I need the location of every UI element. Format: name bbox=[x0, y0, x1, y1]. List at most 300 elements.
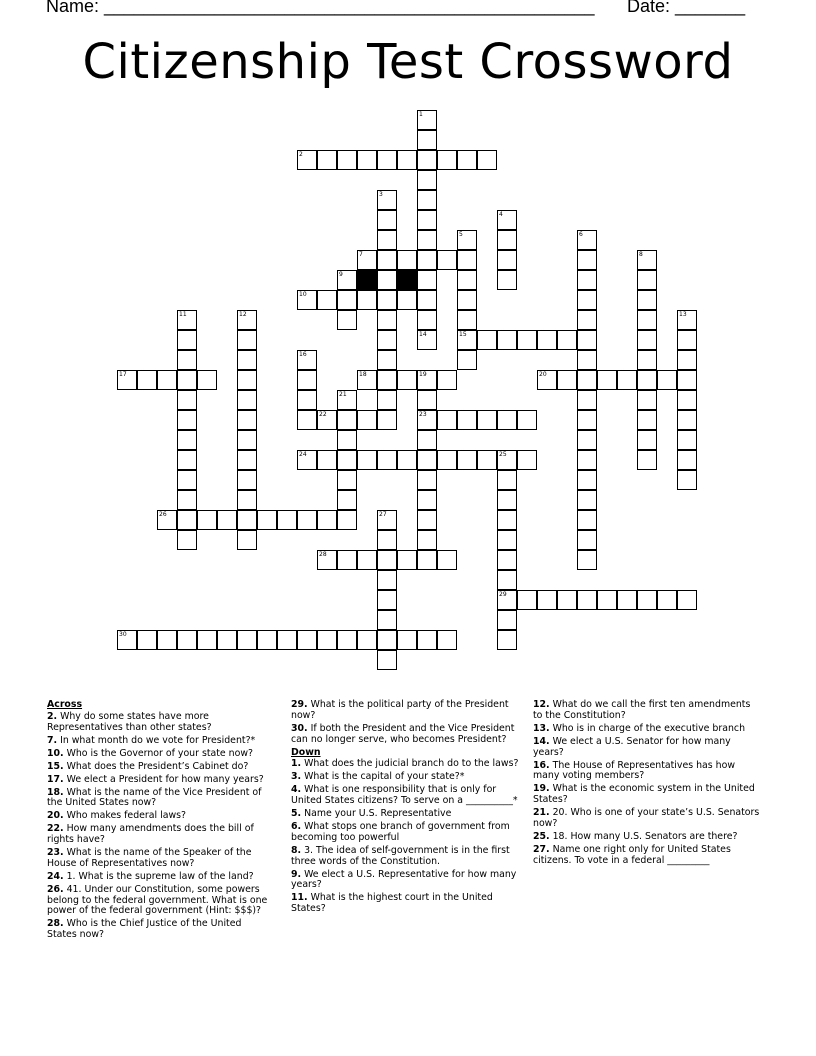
across-clue bbox=[47, 712, 272, 734]
grid-cell[interactable] bbox=[577, 350, 597, 370]
clue-number-label: 27. bbox=[533, 843, 550, 855]
grid-cell[interactable] bbox=[457, 250, 477, 270]
grid-cell[interactable] bbox=[197, 630, 217, 650]
clue-number: 23 bbox=[419, 411, 427, 418]
across-clue bbox=[47, 749, 272, 760]
down-clue bbox=[291, 809, 519, 820]
grid-cell[interactable] bbox=[457, 150, 477, 170]
clue-number: 6 bbox=[579, 231, 583, 238]
grid-cell[interactable] bbox=[497, 530, 517, 550]
grid-cell[interactable] bbox=[337, 490, 357, 510]
grid-cell[interactable] bbox=[497, 630, 517, 650]
grid-cell[interactable] bbox=[477, 150, 497, 170]
grid-cell[interactable] bbox=[237, 330, 257, 350]
grid-cell[interactable] bbox=[417, 390, 437, 410]
grid-cell[interactable] bbox=[337, 550, 357, 570]
grid-cell[interactable] bbox=[357, 450, 377, 470]
grid-cell[interactable] bbox=[317, 450, 337, 470]
clue-text: Who is the Chief Justice of the United States now? bbox=[47, 918, 242, 941]
grid-cell[interactable] bbox=[197, 510, 217, 530]
across-clue bbox=[291, 700, 519, 722]
grid-cell[interactable] bbox=[417, 190, 437, 210]
grid-cell[interactable] bbox=[437, 250, 457, 270]
grid-cell[interactable] bbox=[377, 210, 397, 230]
grid-cell[interactable] bbox=[177, 390, 197, 410]
grid-cell[interactable] bbox=[577, 470, 597, 490]
down-clue bbox=[291, 759, 519, 770]
grid-cell[interactable] bbox=[397, 450, 417, 470]
grid-cell[interactable] bbox=[437, 410, 457, 430]
grid-cell[interactable] bbox=[337, 470, 357, 490]
grid-cell[interactable] bbox=[317, 150, 337, 170]
grid-cell[interactable] bbox=[517, 590, 537, 610]
black-square bbox=[397, 270, 417, 290]
grid-cell[interactable] bbox=[357, 630, 377, 650]
clue-text: What is the name of the Speaker of the House of Representatives now? bbox=[47, 847, 252, 869]
grid-cell[interactable] bbox=[377, 290, 397, 310]
grid-cell[interactable] bbox=[377, 350, 397, 370]
across-clue bbox=[47, 848, 272, 870]
grid-cell[interactable] bbox=[317, 290, 337, 310]
grid-cell[interactable] bbox=[537, 330, 557, 350]
grid-cell[interactable] bbox=[497, 470, 517, 490]
clue-number-label: 30. bbox=[291, 722, 308, 734]
clue-text: 3. The idea of self-government is in the first three words of the Constitution. bbox=[291, 844, 510, 867]
grid-cell[interactable] bbox=[177, 490, 197, 510]
grid-cell[interactable] bbox=[577, 590, 597, 610]
grid-cell[interactable] bbox=[677, 430, 697, 450]
down-clue bbox=[291, 846, 519, 868]
clue-text: In what month do we vote for President?* bbox=[60, 734, 256, 746]
grid-cell[interactable] bbox=[217, 630, 237, 650]
clue-number-label: 13. bbox=[533, 722, 550, 734]
name-field[interactable]: Name: _________________________________________________ bbox=[46, 0, 595, 16]
grid-cell[interactable] bbox=[237, 450, 257, 470]
clue-number: 11 bbox=[179, 311, 187, 318]
grid-cell[interactable] bbox=[497, 230, 517, 250]
grid-cell[interactable] bbox=[437, 630, 457, 650]
grid-cell[interactable] bbox=[377, 270, 397, 290]
grid-cell[interactable] bbox=[217, 510, 237, 530]
clue-number-label: 16. bbox=[533, 759, 550, 771]
grid-cell[interactable] bbox=[177, 430, 197, 450]
grid-cell[interactable] bbox=[637, 290, 657, 310]
down-clue bbox=[291, 893, 519, 915]
grid-cell[interactable] bbox=[637, 390, 657, 410]
down-clue bbox=[533, 700, 761, 722]
grid-cell[interactable] bbox=[457, 350, 477, 370]
clue-number-label: 7. bbox=[47, 734, 58, 746]
grid-cell[interactable] bbox=[497, 250, 517, 270]
clue-text: Name one right only for United States citizens. To vote in a federal _________ bbox=[533, 843, 731, 866]
grid-cell[interactable] bbox=[497, 490, 517, 510]
grid-cell[interactable] bbox=[457, 270, 477, 290]
grid-cell[interactable] bbox=[577, 450, 597, 470]
grid-cell[interactable] bbox=[437, 550, 457, 570]
clue-number: 13 bbox=[679, 311, 687, 318]
grid-cell[interactable] bbox=[417, 510, 437, 530]
grid-cell[interactable] bbox=[237, 390, 257, 410]
grid-cell[interactable] bbox=[437, 450, 457, 470]
clue-number-label: 1. bbox=[291, 758, 302, 770]
clue-number-label: 20. bbox=[47, 810, 64, 822]
clue-number: 20 bbox=[539, 371, 547, 378]
grid-cell[interactable] bbox=[237, 370, 257, 390]
grid-cell[interactable] bbox=[177, 370, 197, 390]
grid-cell[interactable] bbox=[417, 130, 437, 150]
grid-cell[interactable] bbox=[317, 630, 337, 650]
grid-cell[interactable] bbox=[637, 430, 657, 450]
grid-cell[interactable] bbox=[417, 310, 437, 330]
clue-number-label: 18. bbox=[47, 786, 64, 798]
grid-cell[interactable] bbox=[357, 410, 377, 430]
clues-column-3 bbox=[533, 700, 761, 869]
grid-cell[interactable] bbox=[297, 370, 317, 390]
clue-number-label: 11. bbox=[291, 892, 308, 904]
grid-cell[interactable] bbox=[417, 450, 437, 470]
grid-cell[interactable] bbox=[157, 630, 177, 650]
grid-cell[interactable] bbox=[417, 170, 437, 190]
clues-column-2 bbox=[291, 700, 519, 917]
grid-cell[interactable] bbox=[477, 450, 497, 470]
grid-cell[interactable] bbox=[237, 430, 257, 450]
grid-cell[interactable] bbox=[677, 330, 697, 350]
grid-cell[interactable] bbox=[377, 230, 397, 250]
grid-cell[interactable] bbox=[257, 510, 277, 530]
grid-cell[interactable] bbox=[497, 410, 517, 430]
grid-cell[interactable] bbox=[557, 590, 577, 610]
grid-cell[interactable] bbox=[177, 510, 197, 530]
grid-cell[interactable] bbox=[637, 270, 657, 290]
grid-cell[interactable] bbox=[457, 410, 477, 430]
grid-cell[interactable] bbox=[237, 490, 257, 510]
down-clue bbox=[533, 808, 761, 830]
across-clue bbox=[47, 811, 272, 822]
grid-cell[interactable] bbox=[377, 410, 397, 430]
grid-cell[interactable] bbox=[477, 410, 497, 430]
clue-number: 29 bbox=[499, 591, 507, 598]
across-clue bbox=[47, 775, 272, 786]
grid-cell[interactable] bbox=[417, 290, 437, 310]
grid-cell[interactable] bbox=[497, 330, 517, 350]
grid-cell[interactable] bbox=[577, 370, 597, 390]
clue-text: 20. Who is one of your state’s U.S. Senators now? bbox=[533, 807, 760, 829]
grid-cell[interactable] bbox=[397, 370, 417, 390]
clue-text: Who makes federal laws? bbox=[66, 810, 186, 822]
grid-cell[interactable] bbox=[277, 510, 297, 530]
grid-cell[interactable] bbox=[577, 490, 597, 510]
grid-cell[interactable] bbox=[337, 630, 357, 650]
clue-text: Who is the Governor of your state now? bbox=[66, 747, 253, 759]
grid-cell[interactable] bbox=[277, 630, 297, 650]
clue-text: What do we call the first ten amendments to the Constitution? bbox=[533, 699, 751, 721]
grid-cell[interactable] bbox=[237, 470, 257, 490]
grid-cell[interactable] bbox=[177, 470, 197, 490]
down-clue bbox=[533, 737, 761, 759]
clue-text: What does the President’s Cabinet do? bbox=[66, 760, 249, 772]
clue-number: 12 bbox=[239, 311, 247, 318]
grid-cell[interactable] bbox=[677, 370, 697, 390]
clue-number: 10 bbox=[299, 291, 307, 298]
grid-cell[interactable] bbox=[297, 630, 317, 650]
clue-number: 28 bbox=[319, 551, 327, 558]
grid-cell[interactable] bbox=[417, 230, 437, 250]
grid-cell[interactable] bbox=[377, 650, 397, 670]
clue-number-label: 21. bbox=[533, 807, 550, 819]
across-clue bbox=[47, 919, 272, 941]
grid-cell[interactable] bbox=[597, 370, 617, 390]
clue-number: 22 bbox=[319, 411, 327, 418]
grid-cell[interactable] bbox=[637, 330, 657, 350]
down-clue bbox=[291, 822, 519, 844]
grid-cell[interactable] bbox=[157, 370, 177, 390]
grid-cell[interactable] bbox=[177, 630, 197, 650]
clue-text: What is the capital of your state?* bbox=[304, 771, 465, 783]
clue-number-label: 24. bbox=[47, 870, 64, 882]
clue-text: Why do some states have more Representatives than other states? bbox=[47, 710, 212, 733]
grid-cell[interactable] bbox=[577, 270, 597, 290]
clue-text: Who is in charge of the executive branch bbox=[552, 722, 746, 734]
grid-cell[interactable] bbox=[337, 290, 357, 310]
grid-cell[interactable] bbox=[557, 370, 577, 390]
grid-cell[interactable] bbox=[377, 530, 397, 550]
grid-cell[interactable] bbox=[337, 150, 357, 170]
grid-cell[interactable] bbox=[357, 150, 377, 170]
clue-number: 17 bbox=[119, 371, 127, 378]
grid-cell[interactable] bbox=[397, 550, 417, 570]
clue-number: 3 bbox=[379, 191, 383, 198]
grid-cell[interactable] bbox=[637, 450, 657, 470]
grid-cell[interactable] bbox=[377, 550, 397, 570]
clue-number: 15 bbox=[459, 331, 467, 338]
clue-number: 2 bbox=[299, 151, 303, 158]
black-square bbox=[357, 270, 377, 290]
grid-cell[interactable] bbox=[377, 250, 397, 270]
clue-number: 25 bbox=[499, 451, 507, 458]
clue-number-label: 4. bbox=[291, 784, 302, 796]
clue-number: 14 bbox=[419, 331, 427, 338]
clue-number: 5 bbox=[459, 231, 463, 238]
clue-text: What is the political party of the President now? bbox=[291, 699, 509, 721]
down-clue bbox=[533, 724, 761, 735]
grid-cell[interactable] bbox=[677, 410, 697, 430]
grid-cell[interactable] bbox=[417, 270, 437, 290]
grid-cell[interactable] bbox=[417, 470, 437, 490]
grid-cell[interactable] bbox=[377, 150, 397, 170]
clue-text: The House of Representatives has how many voting members? bbox=[533, 759, 735, 782]
grid-cell[interactable] bbox=[497, 550, 517, 570]
grid-cell[interactable] bbox=[417, 490, 437, 510]
grid-cell[interactable] bbox=[417, 530, 437, 550]
clue-number: 9 bbox=[339, 271, 343, 278]
grid-cell[interactable] bbox=[377, 310, 397, 330]
grid-cell[interactable] bbox=[417, 250, 437, 270]
grid-cell[interactable] bbox=[397, 290, 417, 310]
down-clue bbox=[533, 761, 761, 783]
grid-cell[interactable] bbox=[317, 510, 337, 530]
grid-cell[interactable] bbox=[377, 450, 397, 470]
across-clue bbox=[47, 885, 272, 917]
grid-cell[interactable] bbox=[577, 330, 597, 350]
grid-cell[interactable] bbox=[617, 370, 637, 390]
grid-cell[interactable] bbox=[337, 410, 357, 430]
grid-cell[interactable] bbox=[237, 350, 257, 370]
grid-cell[interactable] bbox=[677, 390, 697, 410]
clue-number: 27 bbox=[379, 511, 387, 518]
grid-cell[interactable] bbox=[397, 150, 417, 170]
clue-number: 8 bbox=[639, 251, 643, 258]
grid-cell[interactable] bbox=[337, 450, 357, 470]
grid-cell[interactable] bbox=[477, 330, 497, 350]
page-title: Citizenship Test Crossword bbox=[82, 34, 734, 90]
clue-number-label: 12. bbox=[533, 699, 550, 710]
grid-cell[interactable] bbox=[177, 450, 197, 470]
grid-cell[interactable] bbox=[357, 290, 377, 310]
clue-number: 1 bbox=[419, 111, 423, 118]
down-clue bbox=[533, 845, 761, 867]
across-clue bbox=[47, 788, 272, 810]
clue-number-label: 8. bbox=[291, 844, 302, 856]
clue-number: 30 bbox=[119, 631, 127, 638]
grid-cell[interactable] bbox=[577, 510, 597, 530]
grid-cell[interactable] bbox=[177, 350, 197, 370]
grid-cell[interactable] bbox=[237, 530, 257, 550]
grid-cell[interactable] bbox=[677, 350, 697, 370]
across-clue bbox=[47, 824, 272, 846]
grid-cell[interactable] bbox=[457, 310, 477, 330]
grid-cell[interactable] bbox=[497, 510, 517, 530]
clue-text: 1. What is the supreme law of the land? bbox=[66, 870, 254, 882]
clue-text: How many amendments does the bill of rights have? bbox=[47, 823, 254, 846]
clue-number: 19 bbox=[419, 371, 427, 378]
grid-cell[interactable] bbox=[637, 410, 657, 430]
grid-cell[interactable] bbox=[497, 270, 517, 290]
grid-cell[interactable] bbox=[637, 590, 657, 610]
grid-cell[interactable] bbox=[497, 570, 517, 590]
clue-text: What is one responsibility that is only for United States citizens? To serve on a __________* bbox=[291, 784, 518, 807]
grid-cell[interactable] bbox=[297, 510, 317, 530]
clue-number-label: 25. bbox=[533, 830, 550, 842]
grid-cell[interactable] bbox=[377, 390, 397, 410]
grid-cell[interactable] bbox=[357, 550, 377, 570]
grid-cell[interactable] bbox=[417, 550, 437, 570]
grid-cell[interactable] bbox=[417, 430, 437, 450]
clue-number-label: 23. bbox=[47, 847, 64, 859]
grid-cell[interactable] bbox=[517, 330, 537, 350]
clue-number: 26 bbox=[159, 511, 167, 518]
grid-cell[interactable] bbox=[177, 410, 197, 430]
grid-cell[interactable] bbox=[377, 370, 397, 390]
grid-cell[interactable] bbox=[237, 630, 257, 650]
grid-cell[interactable] bbox=[517, 450, 537, 470]
grid-cell[interactable] bbox=[417, 210, 437, 230]
grid-cell[interactable] bbox=[617, 590, 637, 610]
grid-cell[interactable] bbox=[657, 590, 677, 610]
clue-number-label: 5. bbox=[291, 808, 302, 820]
grid-cell[interactable] bbox=[577, 430, 597, 450]
grid-cell[interactable] bbox=[577, 410, 597, 430]
grid-cell[interactable] bbox=[137, 630, 157, 650]
grid-cell[interactable] bbox=[597, 590, 617, 610]
grid-cell[interactable] bbox=[177, 330, 197, 350]
grid-cell[interactable] bbox=[417, 150, 437, 170]
grid-cell[interactable] bbox=[377, 630, 397, 650]
grid-cell[interactable] bbox=[137, 370, 157, 390]
grid-cell[interactable] bbox=[297, 410, 317, 430]
grid-cell[interactable] bbox=[337, 310, 357, 330]
clue-text: What is the highest court in the United States? bbox=[291, 892, 493, 915]
grid-cell[interactable] bbox=[257, 630, 277, 650]
down-clue bbox=[533, 784, 761, 806]
grid-cell[interactable] bbox=[337, 510, 357, 530]
grid-cell[interactable] bbox=[437, 150, 457, 170]
grid-cell[interactable] bbox=[437, 370, 457, 390]
grid-cell[interactable] bbox=[377, 590, 397, 610]
grid-cell[interactable] bbox=[637, 370, 657, 390]
grid-cell[interactable] bbox=[337, 430, 357, 450]
clue-number-label: 14. bbox=[533, 735, 550, 747]
clue-text: 18. How many U.S. Senators are there? bbox=[552, 830, 738, 842]
across-clue bbox=[291, 724, 519, 746]
grid-cell[interactable] bbox=[677, 450, 697, 470]
clue-number: 16 bbox=[299, 351, 307, 358]
grid-cell[interactable] bbox=[557, 330, 577, 350]
across-clue bbox=[47, 872, 272, 883]
grid-cell[interactable] bbox=[237, 410, 257, 430]
grid-cell[interactable] bbox=[377, 330, 397, 350]
grid-cell[interactable] bbox=[577, 310, 597, 330]
grid-cell[interactable] bbox=[397, 630, 417, 650]
grid-cell[interactable] bbox=[297, 390, 317, 410]
grid-cell[interactable] bbox=[517, 410, 537, 430]
grid-cell[interactable] bbox=[577, 390, 597, 410]
grid-cell[interactable] bbox=[417, 630, 437, 650]
grid-cell[interactable] bbox=[677, 470, 697, 490]
clue-number-label: 10. bbox=[47, 747, 64, 759]
grid-cell[interactable] bbox=[377, 570, 397, 590]
grid-cell[interactable] bbox=[457, 450, 477, 470]
clue-number-label: 6. bbox=[291, 821, 302, 833]
grid-cell[interactable] bbox=[577, 250, 597, 270]
clue-text: 41. Under our Constitution, some powers belong to the federal government. What is one power of the federal government (Hint: $$$)? bbox=[47, 883, 268, 917]
grid-cell[interactable] bbox=[197, 370, 217, 390]
grid-cell[interactable] bbox=[177, 530, 197, 550]
down-clue bbox=[291, 785, 519, 807]
grid-cell[interactable] bbox=[577, 530, 597, 550]
grid-cell[interactable] bbox=[237, 510, 257, 530]
clue-text: What does the judicial branch do to the laws? bbox=[304, 758, 519, 770]
down-clue bbox=[291, 772, 519, 783]
grid-cell[interactable] bbox=[577, 290, 597, 310]
grid-cell[interactable] bbox=[457, 290, 477, 310]
clue-text: What stops one branch of government from becoming too powerful bbox=[291, 821, 510, 843]
clue-number-label: 15. bbox=[47, 760, 64, 772]
date-field[interactable]: Date: _______ bbox=[627, 0, 746, 16]
grid-cell[interactable] bbox=[537, 590, 557, 610]
grid-cell[interactable] bbox=[497, 610, 517, 630]
grid-cell[interactable] bbox=[397, 250, 417, 270]
grid-cell[interactable] bbox=[637, 310, 657, 330]
clue-text: We elect a U.S. Representative for how many years? bbox=[291, 868, 517, 891]
grid-cell[interactable] bbox=[637, 350, 657, 370]
grid-cell[interactable] bbox=[657, 370, 677, 390]
clue-text: What is the economic system in the United States? bbox=[533, 783, 755, 806]
grid-cell[interactable] bbox=[577, 550, 597, 570]
grid-cell[interactable] bbox=[677, 590, 697, 610]
clue-text: If both the President and the Vice President can no longer serve, who becomes President? bbox=[291, 722, 515, 745]
grid-cell[interactable] bbox=[377, 610, 397, 630]
clue-number-label: 26. bbox=[47, 883, 64, 895]
